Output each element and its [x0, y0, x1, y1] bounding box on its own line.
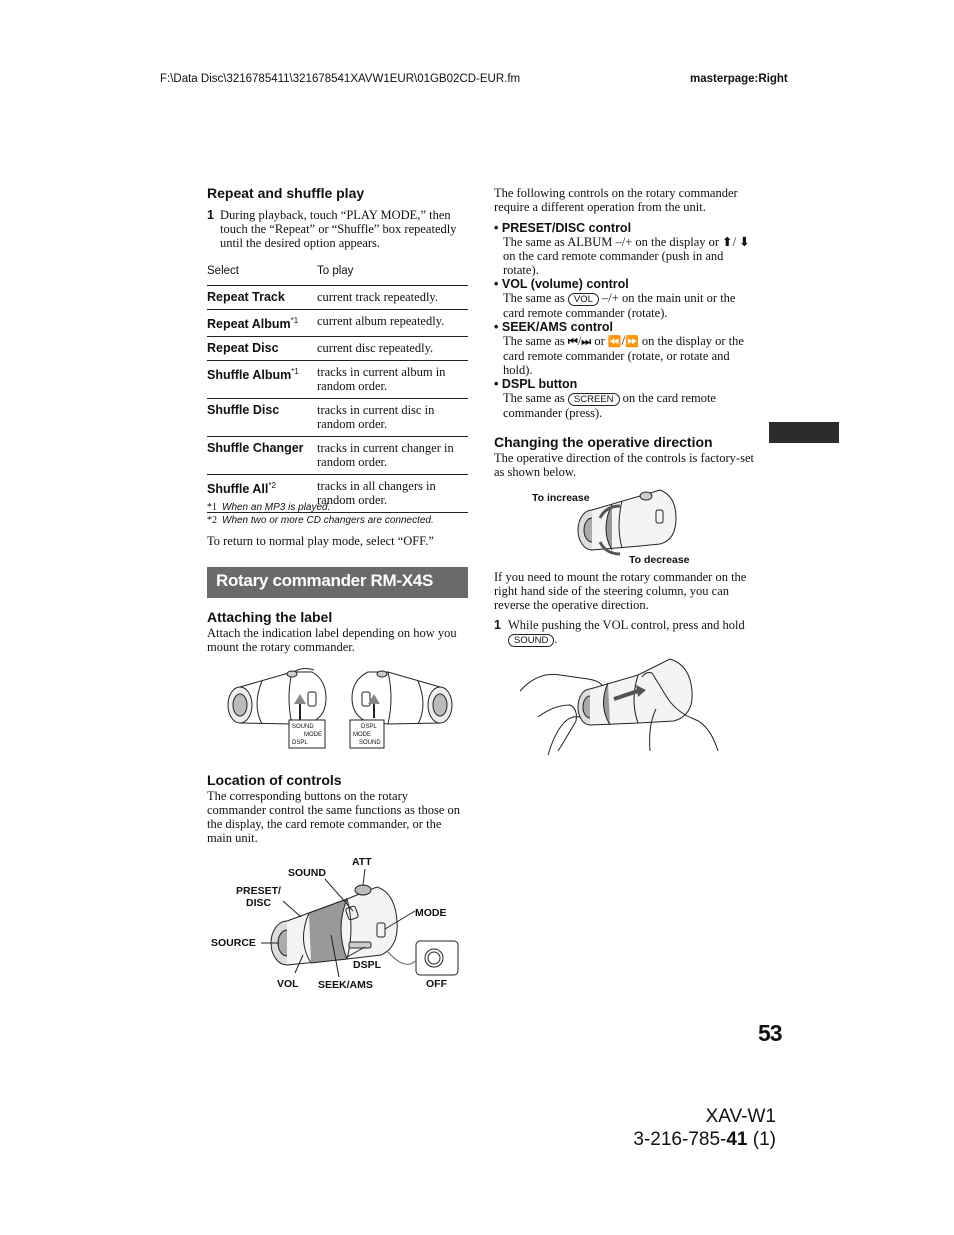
footnote-mark: *1	[207, 502, 217, 513]
vol-button-label: VOL	[568, 293, 599, 306]
bullet-text: on the card remote commander (push in and rotate).	[503, 249, 724, 277]
return-text: To return to normal play mode, select “OFF.”	[207, 534, 434, 548]
row-play: current album repeatedly.	[317, 310, 468, 337]
section-title: Rotary commander RM-X4S	[216, 571, 433, 590]
footnote-ref: *1	[291, 367, 299, 377]
sound-button-label: SOUND	[508, 634, 554, 647]
label-text: SOUND	[359, 740, 381, 746]
bullet-text: The same as	[503, 391, 565, 405]
repeat-shuffle-table	[207, 258, 468, 513]
skip-back-icon: ⏮	[567, 335, 578, 348]
step-text: During playback, touch “PLAY MODE,” then touch the “Repeat” or “Shuffle” box repeatedly until the desired option appears.	[220, 208, 457, 250]
label-text: SOUND	[292, 724, 314, 730]
bullet-text: The same as ALBUM –/+ on the display or	[503, 235, 720, 249]
footnote-ref: *1	[290, 316, 299, 325]
table-header-play: To play	[317, 258, 468, 286]
arrow-up-icon: ⬆	[722, 234, 733, 249]
bullet-text: The same as	[503, 334, 565, 348]
location-text: The corresponding buttons on the rotary commander control the same functions as those on the display, the card remote commander, or the main unit.	[207, 789, 461, 845]
table-row	[207, 310, 468, 337]
section-title-bar	[207, 567, 468, 598]
label-card-right	[353, 723, 381, 747]
step-number: 1	[494, 618, 501, 632]
row-select: Shuffle Album	[207, 368, 292, 383]
label-text: MODE	[353, 732, 371, 738]
bullet-text: or	[594, 334, 605, 348]
list-item: • PRESET/DISC control The same as ALBUM –/+ on the display or ⬆/ ⬇ on the card remote commander (push in and rotate).	[494, 221, 750, 277]
table-row	[207, 437, 468, 475]
label-text: DSPL	[292, 740, 308, 746]
part-code-prefix: 3-216-785-	[633, 1129, 727, 1150]
hands-illustration	[518, 655, 723, 757]
list-item: • VOL (volume) control The same as VOL –/+ on the main unit or the card remote commander (rotate).	[494, 277, 736, 320]
step-1-reverse	[494, 618, 756, 647]
controls-list	[494, 221, 756, 420]
part-code-suffix: (1)	[747, 1129, 776, 1150]
row-select: Shuffle Disc	[207, 403, 280, 418]
label-seek: SEEK/AMS	[318, 979, 373, 991]
row-play: tracks in current changer in random order.	[317, 437, 468, 475]
label-disc: DISC	[246, 897, 272, 909]
bullet-text: on the card remote commander (press).	[503, 391, 716, 420]
skip-forward-icon: ⏭	[581, 335, 592, 348]
bullet-title: DSPL button	[501, 377, 578, 391]
label-source: SOURCE	[211, 937, 256, 949]
section-tab-marker	[769, 422, 839, 443]
arrow-down-icon: ⬇	[739, 234, 750, 249]
bullet-text: The same as	[503, 291, 565, 305]
masterpage-label: masterpage:Right	[690, 73, 788, 85]
changing-heading: Changing the operative direction	[494, 434, 713, 450]
to-decrease-label: To decrease	[629, 554, 690, 566]
table-row	[207, 361, 468, 399]
fast-forward-icon: ⏩	[625, 335, 639, 348]
page-number: 53	[758, 1020, 782, 1046]
row-play: current track repeatedly.	[317, 286, 468, 310]
table-header-select: Select	[207, 258, 317, 286]
row-select: Repeat Track	[207, 290, 285, 304]
table-row	[207, 286, 468, 310]
to-increase-label: To increase	[532, 492, 590, 504]
label-dspl: DSPL	[353, 959, 382, 971]
table-row	[207, 337, 468, 361]
label-mode: MODE	[415, 907, 447, 919]
row-select: Shuffle Changer	[207, 441, 304, 456]
part-code-bold: 41	[726, 1129, 748, 1150]
row-play: current disc repeatedly.	[317, 337, 468, 361]
rewind-icon: ⏪	[607, 335, 622, 348]
model-name: XAV-W1	[705, 1106, 776, 1127]
repeat-heading: Repeat and shuffle play	[207, 185, 365, 201]
step-text: .	[554, 632, 558, 646]
table-row	[207, 399, 468, 437]
row-select: Repeat Disc	[207, 341, 279, 356]
mount-text: If you need to mount the rotary commander on the right hand side of the steering column, you can reverse the operative direction.	[494, 570, 747, 612]
bullet-title: SEEK/AMS control	[501, 320, 613, 334]
row-play: tracks in current disc in random order.	[317, 399, 468, 437]
label-card-left	[292, 723, 322, 747]
footnote-ref: *2	[268, 481, 276, 491]
label-sound: SOUND	[288, 867, 326, 879]
label-att: ATT	[352, 856, 372, 868]
list-item: • DSPL button The same as SCREEN on the card remote commander (press).	[494, 377, 716, 420]
row-select: Shuffle All	[207, 482, 269, 497]
bullet-text: –/+ on the main unit or the card remote commander (rotate).	[503, 291, 736, 320]
bullet-title: VOL (volume) control	[501, 277, 629, 291]
label-attachment-illustration	[222, 660, 472, 755]
label-text: MODE	[304, 732, 322, 738]
step-number: 1	[207, 208, 214, 222]
footnotes	[207, 501, 434, 527]
label-text: DSPL	[361, 724, 377, 730]
bullet-title: PRESET/DISC control	[501, 221, 632, 235]
step-1	[207, 208, 469, 250]
label-off: OFF	[426, 978, 447, 990]
row-select: Repeat Album	[207, 317, 291, 332]
attach-heading: Attaching the label	[207, 609, 333, 625]
attach-text: Attach the indication label depending on how you mount the rotary commander.	[207, 626, 457, 654]
part-code	[633, 1129, 776, 1151]
bullet-text: on the display or the card remote commander (rotate, or rotate and hold).	[503, 334, 744, 377]
row-play: tracks in all changers in random order.	[317, 475, 468, 513]
footnote-text: When an MP3 is played.	[222, 502, 331, 513]
list-item: • SEEK/AMS control The same as ⏮/⏭ or ⏪/⏩ on the display or the card remote commander (rotate, or rotate and hold).	[494, 320, 744, 377]
row-play: tracks in current album in random order.	[317, 361, 468, 399]
footnote-text: When two or more CD changers are connected.	[222, 515, 434, 526]
screen-button-label: SCREEN	[568, 393, 620, 406]
location-heading: Location of controls	[207, 772, 342, 788]
intro-text: The following controls on the rotary commander require a different operation from the unit.	[494, 186, 738, 214]
label-vol: VOL	[277, 978, 299, 990]
label-preset: PRESET/	[236, 885, 281, 897]
changing-text: The operative direction of the controls is factory-set as shown below.	[494, 451, 754, 479]
step-text: While pushing the VOL control, press and hold	[508, 618, 745, 632]
file-path: F:\Data Disc\3216785411\321678541XAVW1EUR\01GB02CD-EUR.fm	[160, 73, 521, 85]
footnote-mark: *2	[207, 515, 217, 526]
